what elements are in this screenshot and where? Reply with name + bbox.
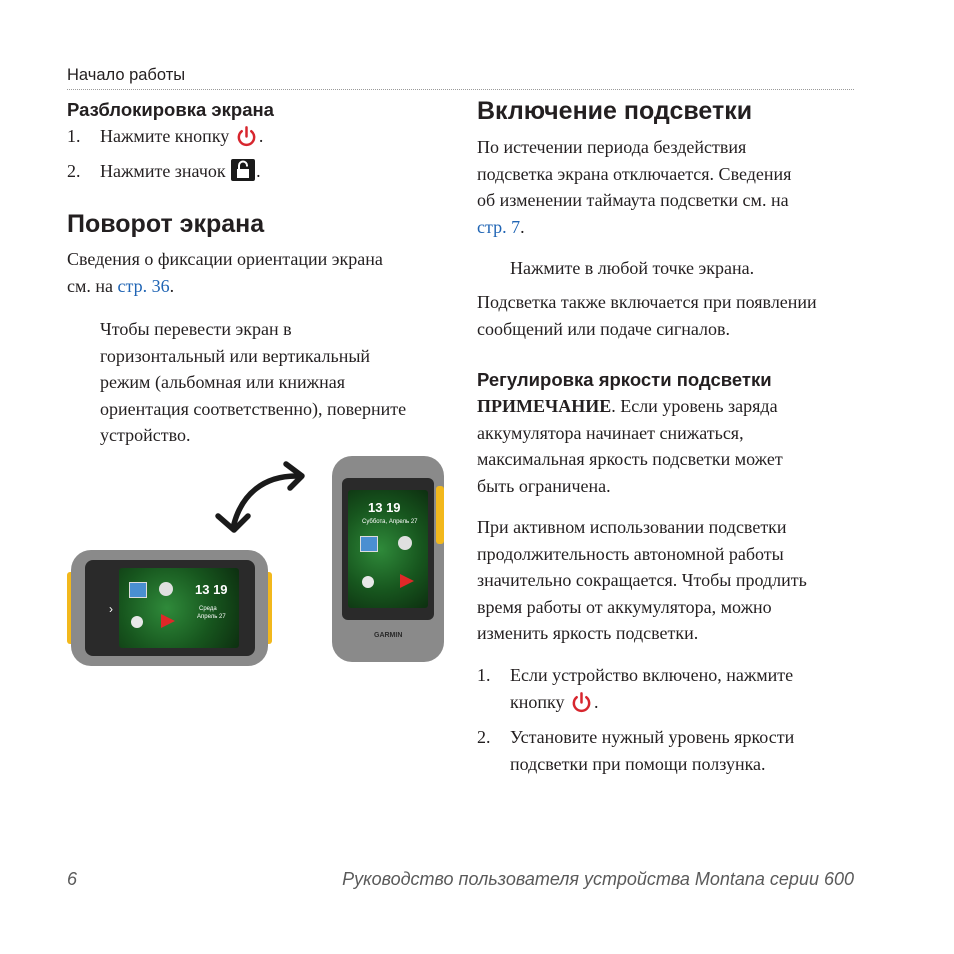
device-landscape-image xyxy=(67,550,272,666)
chevron-right-icon: › xyxy=(109,602,113,616)
rotate-instruction: Чтобы перевести экран в горизонтальный или вертикальный режим (альбомная или книжная ориентация соответственно), поверните устройство. xyxy=(100,319,407,445)
brightness-paragraph: При активном использовании подсветки продолжительность автономной работы значительно сокращается. Чтобы продлить время работы от аккумулятора, можно изменить яркость подсветки. xyxy=(477,517,807,643)
unlock-step-2: 2. Нажмите значок . xyxy=(67,161,261,181)
device-date-day: Среда xyxy=(199,606,217,612)
page-7-link[interactable]: стр. 7 xyxy=(477,216,521,237)
brightness-step-2: 2. Установите нужный уровень яркости подсветки при помощи ползунка. xyxy=(477,727,795,774)
backlight-note: Подсветка также включается при появлении сообщений или подаче сигналов. xyxy=(477,292,817,339)
device-clock: 13 19 xyxy=(195,582,228,597)
play-app-icon xyxy=(161,614,175,628)
search-app-icon xyxy=(159,582,173,596)
rotate-heading: Поворот экрана xyxy=(67,210,265,238)
device-portrait-image xyxy=(332,456,444,662)
map-app-icon xyxy=(129,582,147,598)
page-36-link[interactable]: стр. 36 xyxy=(117,275,170,296)
unlock-icon xyxy=(231,159,255,181)
section-label: Начало работы xyxy=(67,66,186,84)
note-label: ПРИМЕЧАНИЕ xyxy=(477,396,612,416)
compass-app-icon xyxy=(131,616,143,628)
map-app-icon-portrait xyxy=(360,536,378,552)
footer-title: Руководство пользователя устройства Montana серии 600 xyxy=(342,869,854,889)
page-number: 6 xyxy=(67,869,78,889)
backlight-intro: По истечении периода бездействия подсветка экрана отключается. Сведения об изменении таймаута подсветки см. на стр. 7. xyxy=(477,137,792,237)
rotate-arrow-icon xyxy=(212,458,312,542)
brightness-step-1: 1. Если устройство включено, нажмите кнопку . xyxy=(477,665,794,712)
device-date: Апрель 27 xyxy=(197,614,226,620)
device-brand: GARMIN xyxy=(374,632,403,639)
header-rule xyxy=(67,89,854,90)
brightness-note: ПРИМЕЧАНИЕ. Если уровень заряда аккумулятора начинает снижаться, максимальная яркость подсветки может быть ограничена. xyxy=(477,396,783,496)
power-icon xyxy=(570,691,593,714)
device-clock-portrait: 13 19 xyxy=(368,500,401,515)
compass-app-icon-portrait xyxy=(362,576,374,588)
unlock-step-1: 1. Нажмите кнопку . xyxy=(67,126,264,146)
unlock-heading: Разблокировка экрана xyxy=(67,99,274,120)
search-app-icon-portrait xyxy=(398,536,412,550)
power-icon xyxy=(235,125,258,148)
backlight-heading: Включение подсветки xyxy=(477,97,753,125)
backlight-instruction: Нажмите в любой точке экрана. xyxy=(510,258,755,278)
play-app-icon-portrait xyxy=(400,574,414,588)
brightness-heading: Регулировка яркости подсветки xyxy=(477,369,772,390)
rotate-intro: Сведения о фиксации ориентации экрана см. на стр. 36. xyxy=(67,249,383,296)
device-date-portrait: Суббота, Апрель 27 xyxy=(362,519,418,525)
